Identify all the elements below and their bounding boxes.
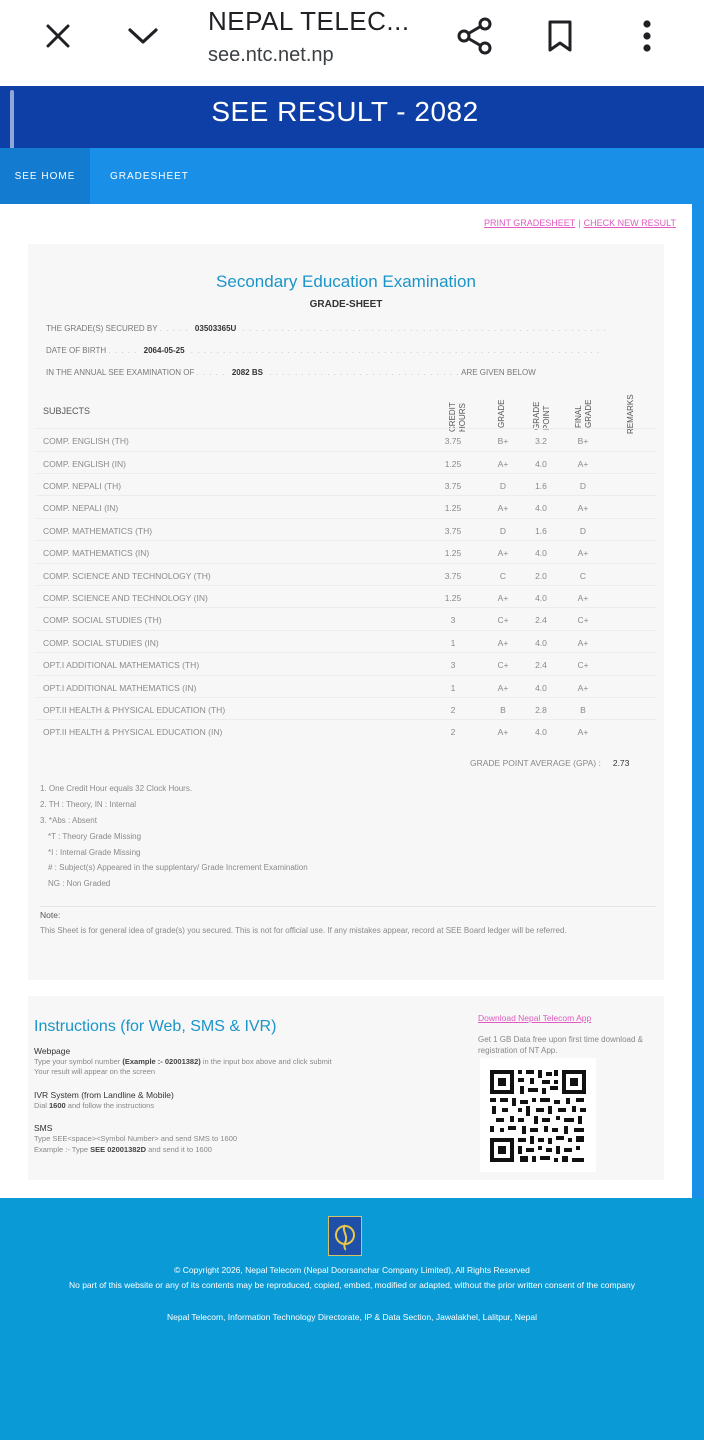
grade-point-cell: 3.2 — [535, 436, 547, 446]
gpa-label: GRADE POINT AVERAGE (GPA) : — [470, 758, 601, 768]
final-grade-cell: A+ — [577, 593, 589, 603]
sms-text-a: Example :- Type — [34, 1145, 91, 1154]
subject-cell: OPT.II HEALTH & PHYSICAL EDUCATION (TH) — [43, 705, 226, 715]
subject-cell: COMP. SOCIAL STUDIES (IN) — [43, 638, 159, 648]
grade-cell: D — [499, 481, 507, 491]
grade-point-cell: 2.8 — [535, 705, 547, 715]
dotted-leader: . . . . . . . . . . . . . . . . . . . . . . . . . . . . . . . . . . . . . . . . . . . . . . . . . . . . . . . . . . . . . . . . — [190, 346, 601, 355]
grade-cell: B+ — [497, 436, 509, 446]
browser-page-title: NEPAL TELEC... — [208, 6, 410, 36]
sms-example-code: SEE 02001382D — [90, 1145, 147, 1154]
svg-text:GRADE: GRADE — [584, 399, 593, 428]
footnote: 1. One Credit Hour equals 32 Clock Hours. — [40, 784, 193, 793]
subject-cell: OPT.I ADDITIONAL MATHEMATICS (TH) — [43, 660, 200, 670]
instructions-title: Instructions (for Web, SMS & IVR) — [34, 1018, 277, 1035]
main-nav — [0, 148, 692, 204]
download-app-link[interactable]: Download Nepal Telecom App — [478, 1013, 592, 1023]
subject-cell: COMP. ENGLISH (TH) — [43, 436, 129, 446]
dotted-leader: . . . . . . . . . . . . . . . . . . . . . . . . . . . . . . — [269, 368, 460, 377]
divider — [40, 906, 656, 907]
credit-cell: 3.75 — [444, 571, 462, 581]
grade-point-cell: 2.4 — [535, 615, 547, 625]
webpage-instruction-2: Your result will appear on the screen — [34, 1067, 156, 1076]
grade-cell: A+ — [497, 548, 509, 558]
qr-code-icon[interactable] — [480, 1058, 596, 1172]
grade-point-cell: 2.0 — [535, 571, 547, 581]
more-vert-icon[interactable] — [619, 14, 675, 58]
grade-cell: C+ — [497, 615, 509, 625]
footnote: 2. TH : Theory, IN : Internal — [40, 800, 137, 809]
ivr-text-a: Dial — [34, 1101, 50, 1110]
final-grade-cell: D — [579, 481, 587, 491]
close-icon[interactable] — [30, 14, 86, 58]
svg-text:HOURS: HOURS — [458, 403, 467, 432]
subject-cell: COMP. NEPALI (TH) — [43, 481, 122, 491]
browser-toolbar — [0, 0, 704, 86]
final-grade-cell: A+ — [577, 727, 589, 737]
grade-row — [36, 675, 656, 697]
sms-instruction: Type SEE<space><Symbol Number> and send SMS to 1600 — [34, 1134, 238, 1143]
credit-cell: 3 — [450, 660, 456, 670]
check-new-result-link[interactable]: CHECK NEW RESULT — [583, 218, 676, 228]
web-text-a: Type your symbol number — [34, 1057, 123, 1066]
svg-text:REMARKS: REMARKS — [626, 394, 635, 434]
nav-item-gradesheet[interactable]: GRADESHEET — [110, 170, 189, 182]
final-grade-cell: A+ — [577, 638, 589, 648]
final-grade-cell: A+ — [577, 548, 589, 558]
footnote: # : Subject(s) Appeared in the supplentary/ Grade Increment Examination — [48, 863, 308, 872]
grade-cell: A+ — [497, 593, 509, 603]
grade-row — [36, 719, 656, 741]
footer-copyright: © Copyright 2026, Nepal Telecom (Nepal Doorsanchar Company Limited), All Rights Reserved — [174, 1265, 530, 1275]
web-example: (Example :- 02001382) — [122, 1057, 201, 1066]
dotted-leader: . . . . . . . . . . . . . . . . . . . . . . . . . . . . . . . . . . . . . . . . . . . . . . . . . . . . . . . . . — [242, 324, 607, 333]
dotted-leader: . . . . . — [159, 324, 189, 333]
credit-cell: 3.75 — [444, 436, 462, 446]
grade-point-cell: 4.0 — [535, 459, 547, 469]
grade-cell: B — [500, 705, 506, 715]
final-grade-cell: C+ — [577, 660, 589, 670]
svg-text:GRADE: GRADE — [532, 401, 541, 430]
print-gradesheet-link[interactable]: PRINT GRADESHEET — [483, 218, 576, 228]
ivr-heading: IVR System (from Landline & Mobile) — [34, 1090, 174, 1100]
grade-cell: A+ — [497, 638, 509, 648]
dob-label: DATE OF BIRTH — [46, 346, 107, 355]
exam-year: 2082 BS — [231, 368, 263, 377]
ivr-instruction — [34, 1101, 154, 1110]
grade-cell: D — [499, 526, 507, 536]
final-grade-cell: A+ — [577, 683, 589, 693]
grade-point-cell: 4.0 — [535, 683, 547, 693]
credit-cell: 3.75 — [444, 526, 462, 536]
credit-cell: 1.25 — [444, 503, 462, 513]
given-below-text: ARE GIVEN BELOW — [461, 368, 536, 377]
grade-point-cell: 4.0 — [535, 593, 547, 603]
footer-address: Nepal Telecom, Information Technology Directorate, IP & Data Section, Jawalakhel, Lalitpur, Nepal — [167, 1312, 537, 1322]
result-links — [484, 218, 676, 228]
grade-row — [36, 607, 656, 629]
credit-cell: 2 — [450, 705, 456, 715]
grade-cell: C+ — [497, 660, 509, 670]
grade-row — [36, 585, 656, 607]
grade-cell: A+ — [497, 459, 509, 469]
credit-cell: 2 — [450, 727, 456, 737]
col-subjects-header: SUBJECTS — [43, 406, 91, 416]
grade-point-cell: 4.0 — [535, 727, 547, 737]
credit-cell: 1 — [450, 683, 456, 693]
subject-cell: COMP. NEPALI (IN) — [43, 503, 119, 513]
dotted-leader: . . . . . — [196, 368, 226, 377]
grade-point-cell: 4.0 — [535, 638, 547, 648]
ivr-number: 1600 — [49, 1101, 66, 1110]
secured-by-line — [46, 324, 607, 333]
sms-heading: SMS — [34, 1123, 53, 1133]
final-grade-cell: A+ — [577, 503, 589, 513]
grade-row — [36, 540, 656, 562]
grade-cell: A+ — [497, 727, 509, 737]
footnote: *T : Theory Grade Missing — [48, 832, 142, 841]
subject-cell: COMP. SCIENCE AND TECHNOLOGY (TH) — [43, 571, 211, 581]
subject-cell: COMP. MATHEMATICS (TH) — [43, 526, 153, 536]
grade-point-cell: 4.0 — [535, 548, 547, 558]
subject-cell: OPT.II HEALTH & PHYSICAL EDUCATION (IN) — [43, 727, 223, 737]
note-text: This Sheet is for general idea of grade(s) you secured. This is not for official use. If any mistakes appear, record at SEE Board ledger will be referred. — [40, 926, 567, 935]
dotted-leader: . . . . . — [108, 346, 138, 355]
gradesheet-title: GRADE-SHEET — [309, 299, 383, 310]
nepal-telecom-logo-icon — [328, 1216, 362, 1256]
nav-item-see-home[interactable]: SEE HOME — [0, 148, 90, 204]
download-app-text: Get 1 GB Data free upon first time download & registration of NT App. — [478, 1035, 643, 1055]
web-text-c: in the input box above and click submit — [200, 1057, 332, 1066]
grade-point-cell: 4.0 — [535, 503, 547, 513]
final-grade-cell: C — [579, 571, 587, 581]
browser-url[interactable]: see.ntc.net.np — [208, 44, 334, 66]
ivr-text-c: and follow the instructions — [65, 1101, 155, 1110]
credit-cell: 1.25 — [444, 593, 462, 603]
credit-cell: 3.75 — [444, 481, 462, 491]
page-title: SEE RESULT - 2082 — [211, 96, 479, 127]
grade-row — [36, 473, 656, 495]
dob-line — [46, 346, 600, 355]
exam-line — [46, 368, 536, 377]
grade-point-cell: 1.6 — [535, 481, 547, 491]
subject-cell: COMP. SOCIAL STUDIES (TH) — [43, 615, 162, 625]
credit-cell: 1.25 — [444, 548, 462, 558]
footnote: NG : Non Graded — [48, 879, 111, 888]
exam-title: Secondary Education Examination — [216, 272, 476, 291]
grade-row — [36, 630, 656, 652]
grade-row — [36, 518, 656, 540]
sms-example — [34, 1145, 212, 1154]
subject-cell: COMP. MATHEMATICS (IN) — [43, 548, 150, 558]
grade-row — [36, 652, 656, 674]
exam-label: IN THE ANNUAL SEE EXAMINATION OF — [46, 368, 195, 377]
final-grade-cell: D — [579, 526, 587, 536]
grade-row — [36, 563, 656, 585]
final-grade-cell: B — [580, 705, 586, 715]
svg-text:POINT: POINT — [542, 405, 551, 430]
share-icon[interactable] — [447, 14, 503, 58]
subject-cell: OPT.I ADDITIONAL MATHEMATICS (IN) — [43, 683, 197, 693]
right-edge-strip — [692, 148, 704, 1198]
grade-row — [36, 428, 656, 450]
footnote: *I : Internal Grade Missing — [48, 848, 141, 857]
svg-text:CREDIT: CREDIT — [448, 402, 457, 432]
grade-row — [36, 451, 656, 473]
webpage-heading: Webpage — [34, 1046, 71, 1056]
credit-cell: 1.25 — [444, 459, 462, 469]
chevron-down-icon[interactable] — [115, 14, 171, 58]
grade-point-cell: 1.6 — [535, 526, 547, 536]
dob-value: 2064-05-25 — [143, 346, 185, 355]
final-grade-cell: C+ — [577, 615, 589, 625]
note-label: Note: — [40, 910, 61, 920]
link-separator: | — [578, 218, 581, 228]
grade-cell: C — [499, 571, 507, 581]
final-grade-cell: B+ — [577, 436, 589, 446]
svg-text:GRADE: GRADE — [497, 399, 506, 428]
subject-cell: COMP. SCIENCE AND TECHNOLOGY (IN) — [43, 593, 208, 603]
final-grade-cell: A+ — [577, 459, 589, 469]
svg-text:FINAL: FINAL — [574, 405, 583, 428]
grade-cell: A+ — [497, 683, 509, 693]
grade-cell: A+ — [497, 503, 509, 513]
secured-by-label: THE GRADE(S) SECURED BY — [46, 324, 158, 333]
grade-row — [36, 697, 656, 719]
gpa-line — [470, 758, 629, 768]
bookmark-icon[interactable] — [532, 14, 588, 58]
webpage-instruction — [34, 1057, 332, 1066]
credit-cell: 1 — [450, 638, 456, 648]
gpa-value: 2.73 — [612, 758, 630, 768]
footer-disclaimer: No part of this website or any of its contents may be reproduced, copied, embed, modified or adapted, without the prior written consent of the company — [68, 1280, 636, 1290]
subject-cell: COMP. ENGLISH (IN) — [43, 459, 126, 469]
footnote: 3. *Abs : Absent — [40, 816, 97, 825]
symbol-number: 03503365U — [194, 324, 237, 333]
grade-row — [36, 495, 656, 517]
grade-point-cell: 2.4 — [535, 660, 547, 670]
credit-cell: 3 — [450, 615, 456, 625]
sms-text-c: and send it to 1600 — [146, 1145, 212, 1154]
